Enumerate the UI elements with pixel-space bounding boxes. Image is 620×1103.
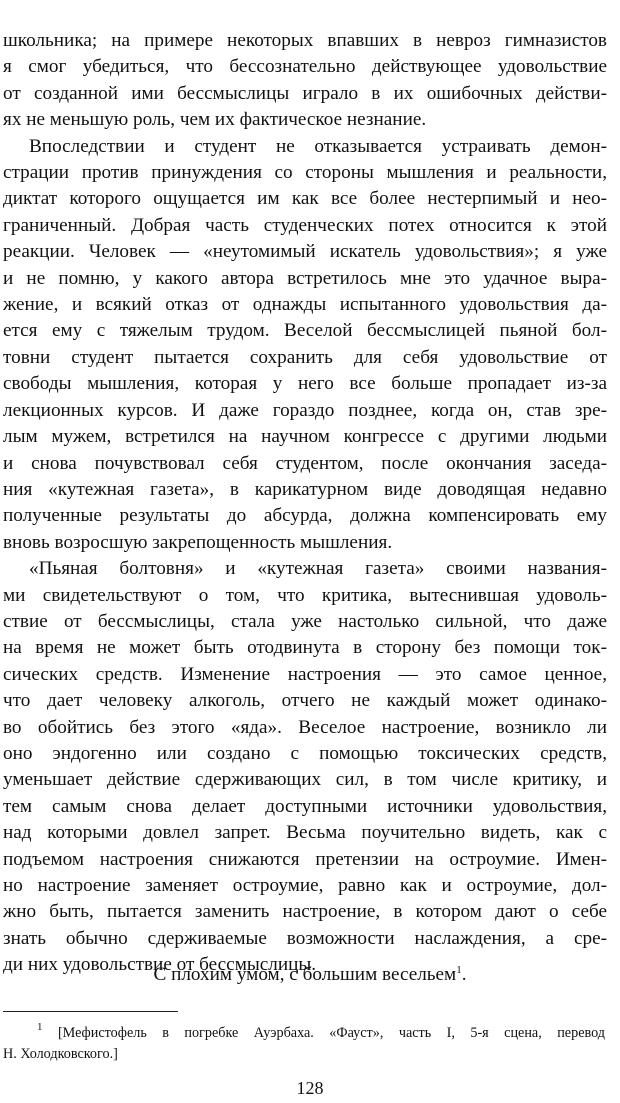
text-line: ствие от бессмыслицы, стала уже настолько сильной, что даже — [3, 610, 607, 632]
text-line: подъемом настроения снижаются претензии на остроумие. Имен- — [3, 848, 607, 870]
footnote-line: Н. Холодковского.] — [3, 1046, 118, 1062]
text-line: диктат которого ощущается им как все более нестерпимый и нео- — [3, 188, 607, 210]
footnote-text: [Мефистофель в погребке Ауэрбаха. «Фауст», часть I, 5-я сцена, перевод — [57, 1025, 605, 1041]
body-text — [3, 28, 607, 979]
text-line: что дает человеку алкоголь, отчего не каждый может одинако- — [3, 690, 607, 712]
page-number: 128 — [296, 1078, 324, 1098]
text-line: «Пьяная болтовня» и «кутежная газета» своими названия- — [29, 558, 607, 580]
text-line: граниченный. Добрая часть студенческих потех относится к этой — [3, 214, 607, 236]
text-line: от созданной ими бессмыслицы играло в их ошибочных действи- — [3, 82, 607, 104]
text-line: ях не меньшую роль, чем их фактическое незнание. — [3, 109, 427, 131]
text-line: свободы мышления, которая у него все больше пропадает из-за — [3, 373, 607, 395]
text-line: ния «кутежная газета», в карикатурном виде доводящая недавно — [3, 478, 607, 500]
text-line: лекционных курсов. И даже гораздо позднее, когда он, став зре- — [3, 399, 607, 421]
text-line: жно быть, пытается заменить настроение, в котором дают о себе — [3, 901, 607, 923]
text-line: на время не может быть отодвинута в сторону без помощи ток- — [3, 637, 607, 659]
text-line: страции против принуждения со стороны мышления и реальности, — [3, 162, 607, 184]
text-line: лым мужем, встретился на научном конгрессе с другими людьми — [3, 426, 607, 448]
epigraph-text: С плохим умом, с большим весельем — [153, 964, 457, 985]
epigraph-period: . — [461, 964, 467, 985]
text-line: во обойтись без этого «яда». Веселое настроение, возникло ли — [3, 716, 607, 738]
text-line: я смог убедиться, что бессознательно действующее удовольствие — [3, 56, 607, 78]
text-line: вновь возросшую закрепощенность мышления. — [3, 531, 393, 553]
text-line: полученные результаты до абсурда, должна компенсировать ему — [3, 505, 607, 527]
text-line: оно эндогенно или создано с помощью токсических средств, — [3, 742, 607, 764]
footnote-mark: 1 — [37, 1021, 43, 1033]
text-line: но настроение заменяет остроумие, равно как и остроумие, дол- — [3, 875, 607, 896]
footnote — [3, 1017, 605, 1065]
text-line: над которыми довлел запрет. Весьма поучительно видеть, как с — [3, 822, 607, 844]
text-line: ется ему с тяжелым трудом. Веселой бессмыслицей пьяной бол- — [3, 320, 607, 342]
text-line: товни студент пытается сохранить для себя удовольствие от — [3, 346, 607, 368]
text-line: тем самым снова делает доступными источники удовольствия, — [3, 795, 607, 817]
text-line: и снова почувствовал себя студентом, после окончания заседа- — [3, 452, 607, 474]
text-line: реакции. Человек — «неутомимый искатель удовольствия»; я уже — [3, 241, 607, 263]
text-line: ди них удовольствие от бессмыслицы. — [3, 954, 317, 976]
text-line: Впоследствии и студент не отказывается устраивать демон- — [29, 135, 607, 157]
footnote-divider — [3, 1011, 178, 1012]
text-line: и не помню, у какого автора встретилось мне это удачное выра- — [3, 267, 607, 289]
text-line: жение, и всякий отказ от однажды испытанного удовольствия да- — [3, 294, 607, 316]
text-line: уменьшает действие сдерживающих сил, в том числе критику, и — [3, 769, 607, 791]
text-line: знать обычно сдерживаемые возможности наслаждения, а сре- — [3, 927, 607, 949]
text-line: ми свидетельствуют о том, что критика, вытеснившая удоволь- — [3, 584, 607, 606]
epigraph — [0, 957, 620, 988]
footnote-line — [3, 1017, 605, 1044]
text-line: школьника; на примере некоторых впавших в невроз гимназистов — [3, 30, 607, 51]
footnote-reference: 1 — [456, 964, 462, 976]
text-line: сических средств. Изменение настроения — это самое ценное, — [3, 663, 607, 685]
